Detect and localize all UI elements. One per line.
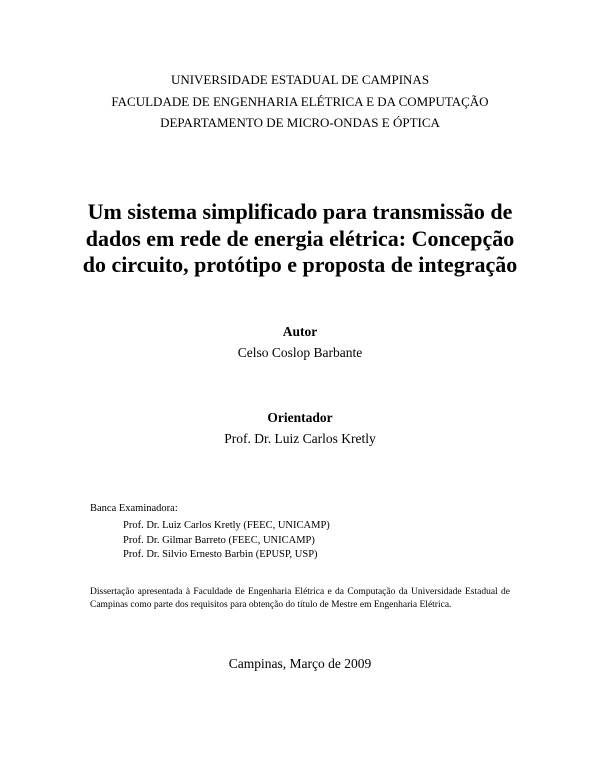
- board-member: Prof. Dr. Luiz Carlos Kretly (FEEC, UNICAMP): [123, 520, 330, 531]
- advisor-name: Prof. Dr. Luiz Carlos Kretly: [224, 431, 376, 446]
- thesis-title-line: dados em rede de energia elétrica: Concepção: [85, 225, 515, 251]
- faculty-name: FACULDADE DE ENGENHARIA ELÉTRICA E DA COMPUTAÇÃO: [111, 93, 489, 109]
- author-name: Celso Coslop Barbante: [237, 345, 363, 360]
- examination-board-label: Banca Examinadora:: [90, 503, 178, 514]
- university-name: UNIVERSIDADE ESTADUAL DE CAMPINAS: [170, 72, 430, 87]
- author-label: Autor: [282, 324, 318, 339]
- institution-header: [0, 69, 600, 134]
- board-member: Prof. Dr. Silvio Ernesto Barbin (EPUSP, USP): [123, 549, 318, 560]
- board-member: Prof. Dr. Gilmar Barreto (FEEC, UNICAMP): [123, 534, 315, 546]
- thesis-title-line: Um sistema simplificado para transmissão de: [87, 199, 513, 224]
- thesis-title-line: do circuito, protótipo e proposta de integração: [82, 252, 518, 277]
- advisor-label: Orientador: [267, 410, 333, 425]
- department-name: DEPARTAMENTO DE MICRO-ONDAS E ÓPTICA: [160, 115, 440, 130]
- examination-board-list: [123, 519, 330, 563]
- thesis-title: [60, 199, 540, 279]
- place-and-date: Campinas, Março de 2009: [228, 656, 372, 671]
- dissertation-statement: Dissertação apresentada à Faculdade de Engenharia Elétrica e da Computação da Universidade Estadual de Campinas como parte dos requisitos para obtenção do título de Mestre em Engenharia Elétrica.: [90, 587, 510, 610]
